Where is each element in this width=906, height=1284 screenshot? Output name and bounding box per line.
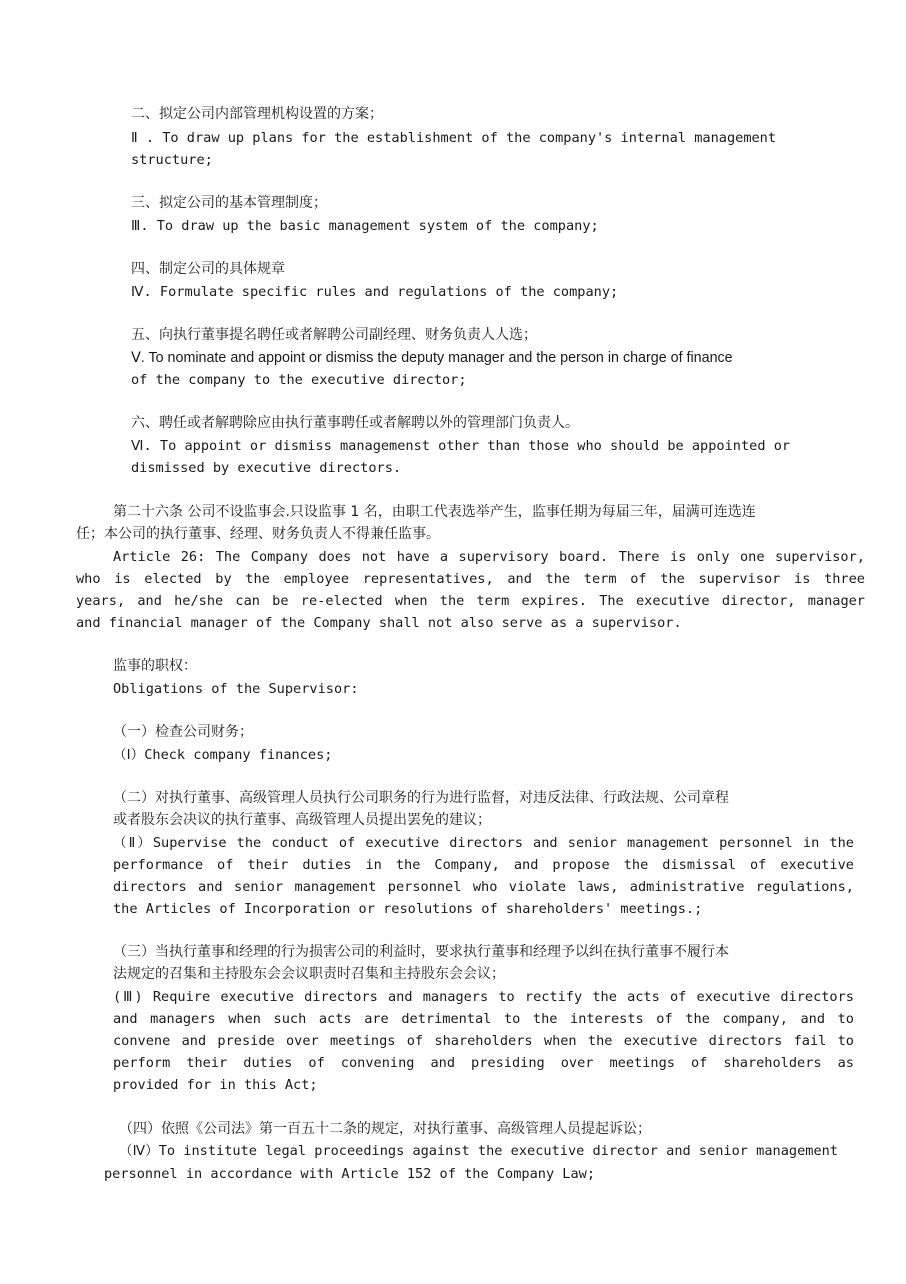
obligation4-en-line2: personnel in accordance with Article 152 of the Company Law;: [104, 1166, 596, 1182]
item2-zh: 二、拟定公司内部管理机构设置的方案；: [131, 106, 383, 122]
item4-en: Ⅳ. Formulate specific rules and regulations of the company;: [131, 284, 619, 300]
item2-en-line1: Ⅱ . To draw up plans for the establishment of the company's internal management: [131, 130, 777, 146]
obligation4-zh: （四）依照《公司法》第一百五十二条的规定，对执行董事、高级管理人员提起诉讼；: [119, 1121, 651, 1137]
article26-en-line4: and financial manager of the Company shall not also serve as a supervisor.: [76, 615, 682, 631]
obligation3-en-line4: perform their duties of convening and presiding over meetings of shareholders as: [113, 1055, 854, 1071]
item6-en-line2: dismissed by executive directors.: [131, 460, 402, 476]
supervisor-heading-zh: 监事的职权：: [113, 658, 197, 674]
article26-zh-line1: 第二十六条 公司不设监事会.只设监事 1 名，由职工代表选举产生，监事任期为每届三年，届满可连选连: [113, 504, 756, 520]
obligation4-en-line1: （Ⅳ）To institute legal proceedings against the executive director and senior management: [119, 1143, 839, 1159]
obligation3-zh-line1: （三）当执行董事和经理的行为损害公司的利益时，要求执行董事和经理予以纠在执行董事不履行本: [113, 944, 729, 960]
item3-zh: 三、拟定公司的基本管理制度；: [131, 195, 327, 211]
article26-en-line3: years, and he/she can be re-elected when the term expires. The executive director, manager: [76, 593, 865, 609]
obligation1-zh: （一）检查公司财务；: [113, 724, 253, 740]
obligation2-en-line1: （Ⅱ）Supervise the conduct of executive directors and senior management personnel in the: [113, 835, 854, 851]
obligation3-en-line2: and managers when such acts are detrimental to the interests of the company, and to: [113, 1011, 854, 1027]
obligation3-en-line3: convene and preside over meetings of shareholders when the executive directors fail to: [113, 1033, 854, 1049]
obligation2-en-line4: the Articles of Incorporation or resolutions of shareholders' meetings.;: [113, 901, 703, 917]
obligation2-en-line3: directors and senior management personnel who violate laws, administrative regulations,: [113, 879, 854, 895]
item5-zh: 五、向执行董事提名聘任或者解聘公司副经理、财务负责人人选；: [131, 327, 537, 343]
item6-zh: 六、聘任或者解聘除应由执行董事聘任或者解聘以外的管理部门负责人。: [131, 415, 579, 431]
obligation2-zh-line1: （二）对执行董事、高级管理人员执行公司职务的行为进行监督，对违反法律、行政法规、公司章程: [113, 790, 729, 806]
obligation2-zh-line2: 或者股东会决议的执行董事、高级管理人员提出罢免的建议；: [113, 812, 491, 828]
item2-en-line2: structure;: [131, 152, 213, 168]
item4-zh: 四、制定公司的具体规章: [131, 261, 285, 277]
article26-zh-line2: 任；本公司的执行董事、经理、财务负责人不得兼任监事。: [76, 526, 440, 542]
item5-en-line2: of the company to the executive director;: [131, 372, 467, 388]
item5-en-line1: Ⅴ. To nominate and appoint or dismiss the deputy manager and the person in charge of finance: [131, 350, 733, 366]
obligation2-en-line2: performance of their duties in the Company, and propose the dismissal of executive: [113, 857, 854, 873]
article26-en-line1: Article 26: The Company does not have a supervisory board. There is only one supervisor,: [113, 549, 865, 565]
obligation1-en: （Ⅰ）Check company finances;: [113, 747, 333, 763]
supervisor-heading-en: Obligations of the Supervisor:: [113, 681, 359, 697]
article26-en-line2: who is elected by the employee representatives, and the term of the supervisor is three: [76, 571, 865, 587]
item6-en-line1: Ⅵ. To appoint or dismiss managemenst other than those who should be appointed or: [131, 438, 791, 454]
obligation3-zh-line2: 法规定的召集和主持股东会会议职责时召集和主持股东会会议；: [113, 966, 505, 982]
obligation3-en-line1: (Ⅲ) Require executive directors and managers to rectify the acts of executive directors: [113, 989, 854, 1005]
obligation3-en-line5: provided for in this Act;: [113, 1077, 318, 1093]
item3-en: Ⅲ. To draw up the basic management system of the company;: [131, 218, 599, 234]
